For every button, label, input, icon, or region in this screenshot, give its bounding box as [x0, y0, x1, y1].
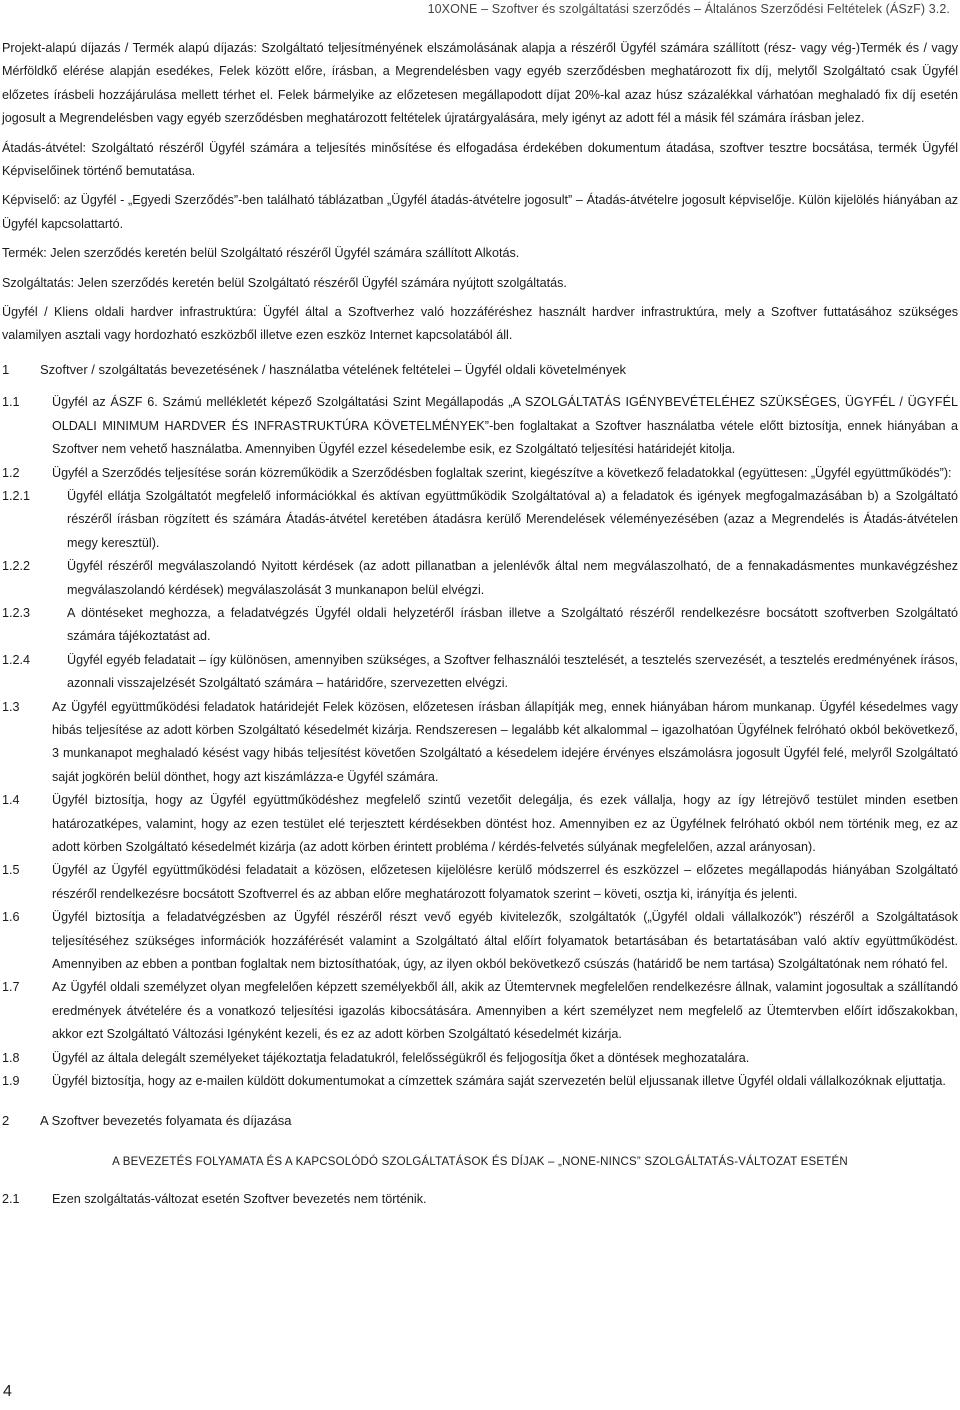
- clause-item: [2, 1070, 958, 1093]
- clause-item: [2, 859, 958, 906]
- clause-text: Az Ügyfél együttműködési feladatok határidejét Felek közösen, előzetesen írásban állapítják meg, ennek hiányában három munkanap. Ügyfél késedelmes vagy hibás teljesítése az adott körben Szolgáltató késedelmét kizárja. Rendszeresen – legalább két alkalommal – igazolhatóan Ügyfélnek felróható okból bekövetkező, 3 munkanapot meghaladó késést vagy hibás teljesítést követően Szolgáltató a késedelem idejére érvényes elszámolásra jogosult Ügyfél felé, melyről Szolgáltató saját jogkörén belül dönthet, hogy azt kiszámlázza-e Ügyfél számára.: [52, 699, 958, 784]
- subclause-text: Ügyfél ellátja Szolgáltatót megfelelő információkkal és aktívan együttműködik Szolgáltatóval a) a feladatok és igények megfogalmazásában b) a Szolgáltató részéről írásban rögzített és számára Átadás-átvétel keretében átadásra kerülő Merendelések véleményezésében (azaz a Megrendelés is Átadás-átvételen megy keresztül).: [67, 488, 958, 550]
- page-header: 10XONE – Szoftver és szolgáltatási szerződés – Általános Szerződési Feltételek (ÁSzF) 3.2.: [427, 2, 950, 16]
- clause-text: Ezen szolgáltatás-változat esetén Szoftver bevezetés nem történik.: [52, 1192, 427, 1207]
- subclause-number: 1.2.3: [2, 605, 31, 620]
- section-title: Szoftver / szolgáltatás bevezetésének / használatba vételének feltételei – Ügyfél oldali követelmények: [40, 361, 627, 377]
- section-heading-2: [2, 1109, 958, 1132]
- clause-text: Ügyfél az általa delegált személyeket tájékoztatja feladatukról, felelősségükről és feljogosítja őket a döntések meghozatalára.: [52, 1050, 750, 1065]
- clause-number: 1.3: [2, 699, 20, 714]
- clause-item: [2, 696, 958, 790]
- clause-text: Ügyfél biztosítja, hogy az Ügyfél együttműködéshez megfelelő szintű vezetőit delegálja, és ezek vállalja, hogy az így létrejövő testület minden esetben határozatképes, valamint, hogy az ezen testület elé terjesztett kérdésekben döntést hoz. Amennyiben ez az Ügyfélnek felróható okból nem történik meg, ez az adott körben Szolgáltató késedelmét kizárja (az adott körben érintett probléma / kérdés-felvetés súlyának megfelelően, azzal arányosan).: [52, 793, 958, 854]
- clause-item: [2, 789, 958, 859]
- definition-paragraph: Átadás-átvétel: Szolgáltató részéről Ügyfél számára a teljesítés minősítése és elfogadása érdekében dokumentum átadása, szoftver tesztre bocsátása, termék Ügyfél Képviselőinek történő bemutatása.: [2, 140, 958, 179]
- section-heading-1: [2, 358, 958, 381]
- clause-item: [2, 906, 958, 976]
- section-number: 2: [2, 1113, 10, 1129]
- subclause-text: A döntéseket meghozza, a feladatvégzés Ügyfél oldali helyzetéről írásban illetve a Szolgáltató részéről rendelkezésre bocsátott szoftverben Szolgáltató számára tájékoztatást ad.: [67, 605, 958, 644]
- definition-paragraph: Ügyfél / Kliens oldali hardver infrastruktúra: Ügyfél által a Szoftverhez való hozzáféréshez használt hardver infrastruktúra, mely a Szoftver futtatásához szükséges valamilyen asztali vagy hordozható eszközből illetve ezen eszköz Internet kapcsolatából áll.: [2, 305, 958, 343]
- clause-number: 1.8: [2, 1050, 20, 1065]
- clause-text: Ügyfél az ÁSZF 6. Számú mellékletét képező Szolgáltatási Szint Megállapodás „A SZOLGÁLTATÁS IGÉNYBEVÉTELÉHEZ SZÜKSÉGES, ÜGYFÉL / ÜGYFÉL OLDALI MINIMUM HARDVER ÉS INFRASTRUKTÚRA KÖVETELMÉNYEK”-ben foglaltakat a Szoftver használatba vétele előtt biztosítja, ennek hiányában a Szoftver nem vehető használatba. Amennyiben Ügyfél ezzel késedelembe esik, ez Szolgáltató teljesítési határidejét kitolja.: [52, 395, 958, 457]
- clause-text: Ügyfél az Ügyfél együttműködési feladatait a közösen, előzetesen kijelölésre kerülő módszerrel és eszközzel – előzetes megállapodás hiányában Szolgáltató részéről rendelkezésre bocsátott Szoftverrel és az abban előre meghatározott folyamatok szerint – követi, osztja ki, irányítja és jelenti.: [52, 863, 958, 901]
- clause-item: [2, 1047, 958, 1070]
- subclause-item: [2, 485, 958, 555]
- clause-number: 1.1: [2, 395, 20, 410]
- subclause-number: 1.2.1: [2, 488, 31, 503]
- clause-number: 1.5: [2, 863, 20, 878]
- clause-item: [2, 462, 958, 485]
- subclause-number: 1.2.2: [2, 559, 31, 574]
- clause-text: Ügyfél biztosítja a feladatvégzésben az Ügyfél részéről részt vevő egyéb kivitelezők, szolgáltatók („Ügyfél oldali vállalkozók”) részéről a Szolgáltatások teljesítéséhez szükséges információk hozzáférését valamint a Szolgáltató által előírt folyamatok betartásában és betartatásában való aktív együttműködést. Amennyiben az ebben a pontban foglaltak nem biztosíthatóak, úgy, az ilyen okból bekövetkező csúszás (határidő be nem tartása) Szolgáltatónak nem róható fel.: [52, 910, 958, 972]
- subclause-text: Ügyfél egyéb feladatait – így különösen, amennyiben szükséges, a Szoftver felhasználói tesztelését, a tesztelés szervezését, a tesztelés eredményének írásos, azonnali visszajelzését Szolgáltató számára – határidőre, szervezetten elvégzi.: [67, 652, 958, 691]
- clause-item: [2, 391, 958, 461]
- clause-number: 2.1: [2, 1192, 20, 1207]
- clause-text: Az Ügyfél oldali személyzet olyan megfelelően képzett személyekből áll, akik az Ütemtervnek megfelelően rendelkezésre állnak, valamint jogosultak a szállítandó eredmények átvételére és a vonatkozó teljesítési igazolás kibocsátására. Amennyiben a kért személyzet nem megfelelő az Ütemtervben előírt időszakokban, akkor ezt Szolgáltató Változási Igényként kezeli, és ez az adott körben Szolgáltató késedelmét kizárja.: [52, 980, 958, 1042]
- section-title: A Szoftver bevezetés folyamata és díjazása: [40, 1113, 292, 1129]
- document-body: [2, 37, 958, 1212]
- clause-number: 1.7: [2, 980, 20, 995]
- clause-number: 1.2: [2, 465, 20, 480]
- clause-text: Ügyfél biztosítja, hogy az e-mailen küldött dokumentumokat a címzettek számára saját szervezetén belül eljussanak illetve Ügyfél oldali vállalkozóknak eljuttatja.: [52, 1074, 946, 1089]
- clause-text: Ügyfél a Szerződés teljesítése során közreműködik a Szerződésben foglaltak szerint, kiegészítve a következő feladatokkal (együttesen: „Ügyfél együttműködés”):: [52, 465, 952, 480]
- subclause-item: [2, 649, 958, 696]
- clause-number: 1.6: [2, 910, 20, 925]
- definition-paragraph: Projekt-alapú díjazás / Termék alapú díjazás: Szolgáltató teljesítményének elszámolásának alapja a részéről Ügyfél számára szállított (rész- vagy vég-)Termék és / vagy Mérföldkő elérése alapján esedékes, Felek között előre, írásban, a Megrendelésben vagy egyéb szerződésben meghatározott fix díj, melytől Szolgáltató csak Ügyfél előzetes írásbeli hozzájárulása mellett térhet el. Felek bármelyike az előzetesen megállapodott díjat 20%-kal azaz húsz százalékkal várhatóan meghaladó fix díj esetén jogosult a Megrendelésben vagy egyéb szerződésben meghatározott feltételek újratárgyalására, mely igényt az adott fél a másik fél számára írásban jelez.: [2, 41, 958, 126]
- subclause-item: [2, 602, 958, 649]
- section-number: 1: [2, 361, 10, 377]
- definition-paragraph: Termék: Jelen szerződés keretén belül Szolgáltató részéről Ügyfél számára szállított Alkotás.: [2, 246, 520, 261]
- definition-paragraph: Szolgáltatás: Jelen szerződés keretén belül Szolgáltató részéről Ügyfél számára nyújtott szolgáltatás.: [2, 275, 567, 290]
- clause-item: [2, 976, 958, 1046]
- subclause-item: [2, 555, 958, 602]
- subclause-text: Ügyfél részéről megválaszolandó Nyitott kérdések (az adott pillanatban a jelenlévők által nem megválaszolható, de a fennakadásmentes munkavégzéshez megválaszolandó kérdések) megválaszolását 3 munkanapon belül elvégzi.: [67, 559, 958, 597]
- clause-number: 1.4: [2, 793, 20, 808]
- clause-number: 1.9: [2, 1074, 20, 1089]
- page-number: 4: [3, 1383, 12, 1400]
- subclause-number: 1.2.4: [2, 652, 31, 667]
- clause-item: [2, 1188, 958, 1211]
- definition-paragraph: Képviselő: az Ügyfél - „Egyedi Szerződés”-ben található táblázatban „Ügyfél átadás-átvételre jogosult” – Átadás-átvételre jogosult képviselője. Külön kijelölés hiányában az Ügyfél kapcsolattartó.: [2, 193, 958, 231]
- table-caption: A BEVEZETÉS FOLYAMATA ÉS A KAPCSOLÓDÓ SZOLGÁLTATÁSOK ÉS DÍJAK – „NONE-NINCS” SZOLGÁLTATÁS-VÁLTOZAT ESETÉN: [112, 1155, 848, 1168]
